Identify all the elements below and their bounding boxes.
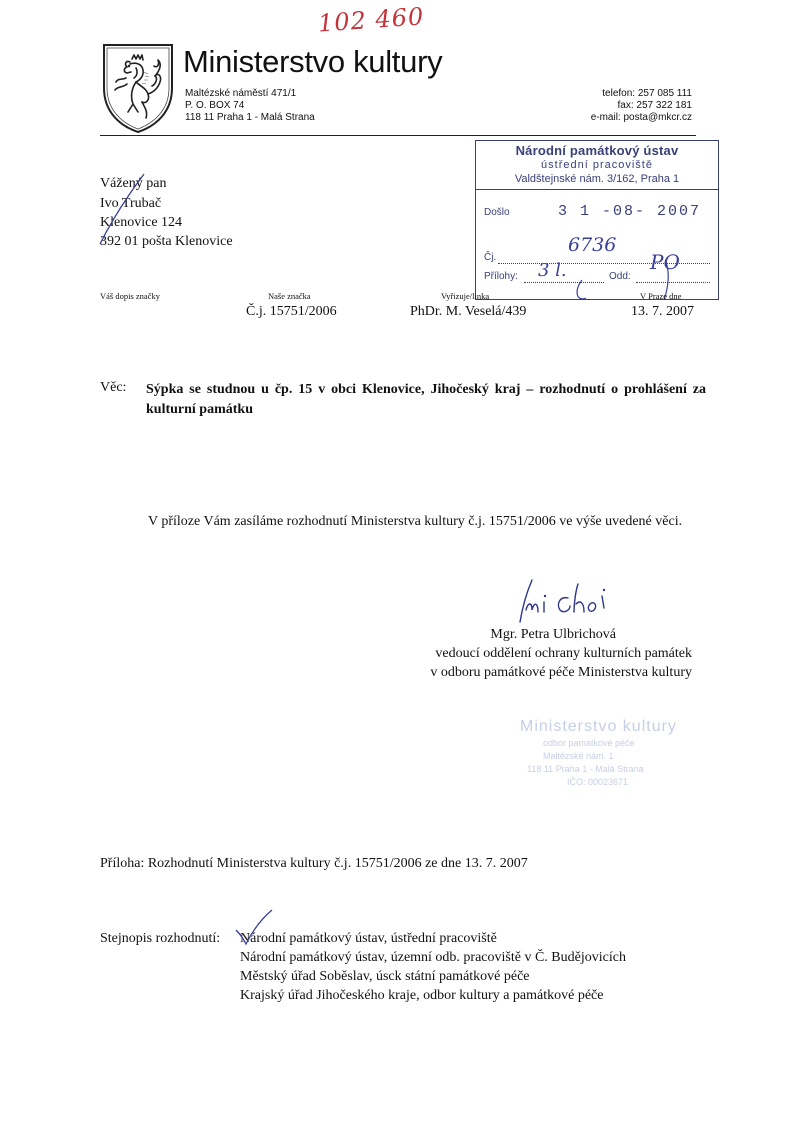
ref-value-date: 13. 7. 2007 — [631, 304, 694, 319]
stamp-hand-dept: PO — [650, 250, 680, 274]
subject-label: Věc: — [100, 380, 127, 395]
faded-stamp-line-5: IČO: 00023671 — [567, 777, 629, 787]
ref-header-our-ref: Naše značka — [268, 291, 311, 301]
czech-lion-emblem-icon — [100, 42, 176, 134]
faded-stamp-line-2: odbor památkové péče — [543, 738, 635, 748]
stamp-address: Valdštejnské nám. 3/162, Praha 1 — [514, 173, 680, 185]
signature-title-1: vedoucí oddělení ochrany kulturních památek — [435, 646, 692, 661]
recipient-check-mark — [96, 170, 156, 250]
stamp-attachments-label: Přílohy: — [484, 271, 518, 282]
handwritten-signature — [512, 576, 622, 628]
copies-item-4: Krajský úřad Jihočeského kraje, odbor kultury a památkové péče — [240, 988, 604, 1003]
address-line-3: 118 11 Praha 1 - Malá Strana — [185, 112, 315, 123]
contact-email: e-mail: posta@mkcr.cz — [590, 112, 692, 123]
copies-check-mark — [232, 908, 282, 948]
body-paragraph: V příloze Vám zasíláme rozhodnutí Ministerstva kultury č.j. 15751/2006 ve výše uvedené věci. — [148, 514, 683, 529]
stamp-hand-strokes — [570, 250, 690, 310]
stamp-subtitle: ústřední pracoviště — [541, 159, 653, 171]
copies-item-3: Městský úřad Soběslav, úsck státní památkové péče — [240, 969, 530, 984]
signature-title-2: v odboru památkové péče Ministerstva kultury — [430, 665, 692, 680]
subject-text: Sýpka se studnou u čp. 15 v obci Klenovice, Jihočeský kraj – rozhodnutí o prohlášení za kulturní památku — [146, 382, 706, 417]
ref-header-date: V Praze dne — [640, 291, 682, 301]
stamp-title: Národní památkový ústav — [515, 143, 679, 158]
faded-official-stamp — [515, 718, 700, 798]
copies-item-2: Národní památkový ústav, územní odb. pracoviště v Č. Budějovicích — [240, 950, 626, 965]
signature-name: Mgr. Petra Ulbrichová — [490, 627, 616, 642]
faded-stamp-line-4: 118 11 Praha 1 - Malá Strana — [527, 764, 644, 774]
copies-item-1: Národní památkový ústav, ústřední pracoviště — [240, 931, 497, 946]
stamp-divider — [476, 189, 718, 190]
contact-phone: telefon: 257 085 111 — [602, 88, 692, 99]
ref-header-your-letter: Váš dopis značky — [100, 291, 160, 301]
stamp-hand-attachments: 3 l. — [538, 260, 567, 281]
stamp-dept-label: Odd: — [609, 271, 631, 282]
recipient-salutation: Vážený pan — [100, 176, 167, 191]
faded-stamp-line-3: Maltézské nám. 1 — [543, 751, 614, 761]
stamp-ref-label: Čj. — [484, 252, 497, 263]
recipient-name: Ivo Trubač — [100, 196, 162, 211]
address-line-1: Maltézské náměstí 471/1 — [185, 88, 297, 99]
header-divider — [100, 135, 696, 136]
attachment-line: Příloha: Rozhodnutí Ministerstva kultury č.j. 15751/2006 ze dne 13. 7. 2007 — [100, 856, 528, 871]
faded-stamp-line-1: Ministerstvo kultury — [520, 718, 677, 735]
stamp-hand-ref: 6736 — [568, 234, 617, 256]
recipient-street: Klenovice 124 — [100, 215, 183, 230]
recipient-postal: 392 01 pošta Klenovice — [100, 234, 233, 249]
address-line-2: P. O. BOX 74 — [185, 100, 245, 111]
copies-label: Stejnopis rozhodnutí: — [100, 931, 221, 946]
ref-value-handled-by: PhDr. M. Veselá/439 — [410, 304, 527, 319]
contact-fax: fax: 257 322 181 — [617, 100, 692, 111]
stamp-received-date: 3 1 -08- 2007 — [558, 203, 702, 220]
stamp-received-label: Došlo — [484, 207, 510, 218]
ref-value-our-ref: Č.j. 15751/2006 — [246, 304, 337, 319]
ministry-name: Ministerstvo kultury — [183, 44, 443, 79]
ref-header-handled-by: Vyřizuje/linka — [441, 291, 490, 301]
handwritten-number: 102 460 — [317, 2, 426, 38]
